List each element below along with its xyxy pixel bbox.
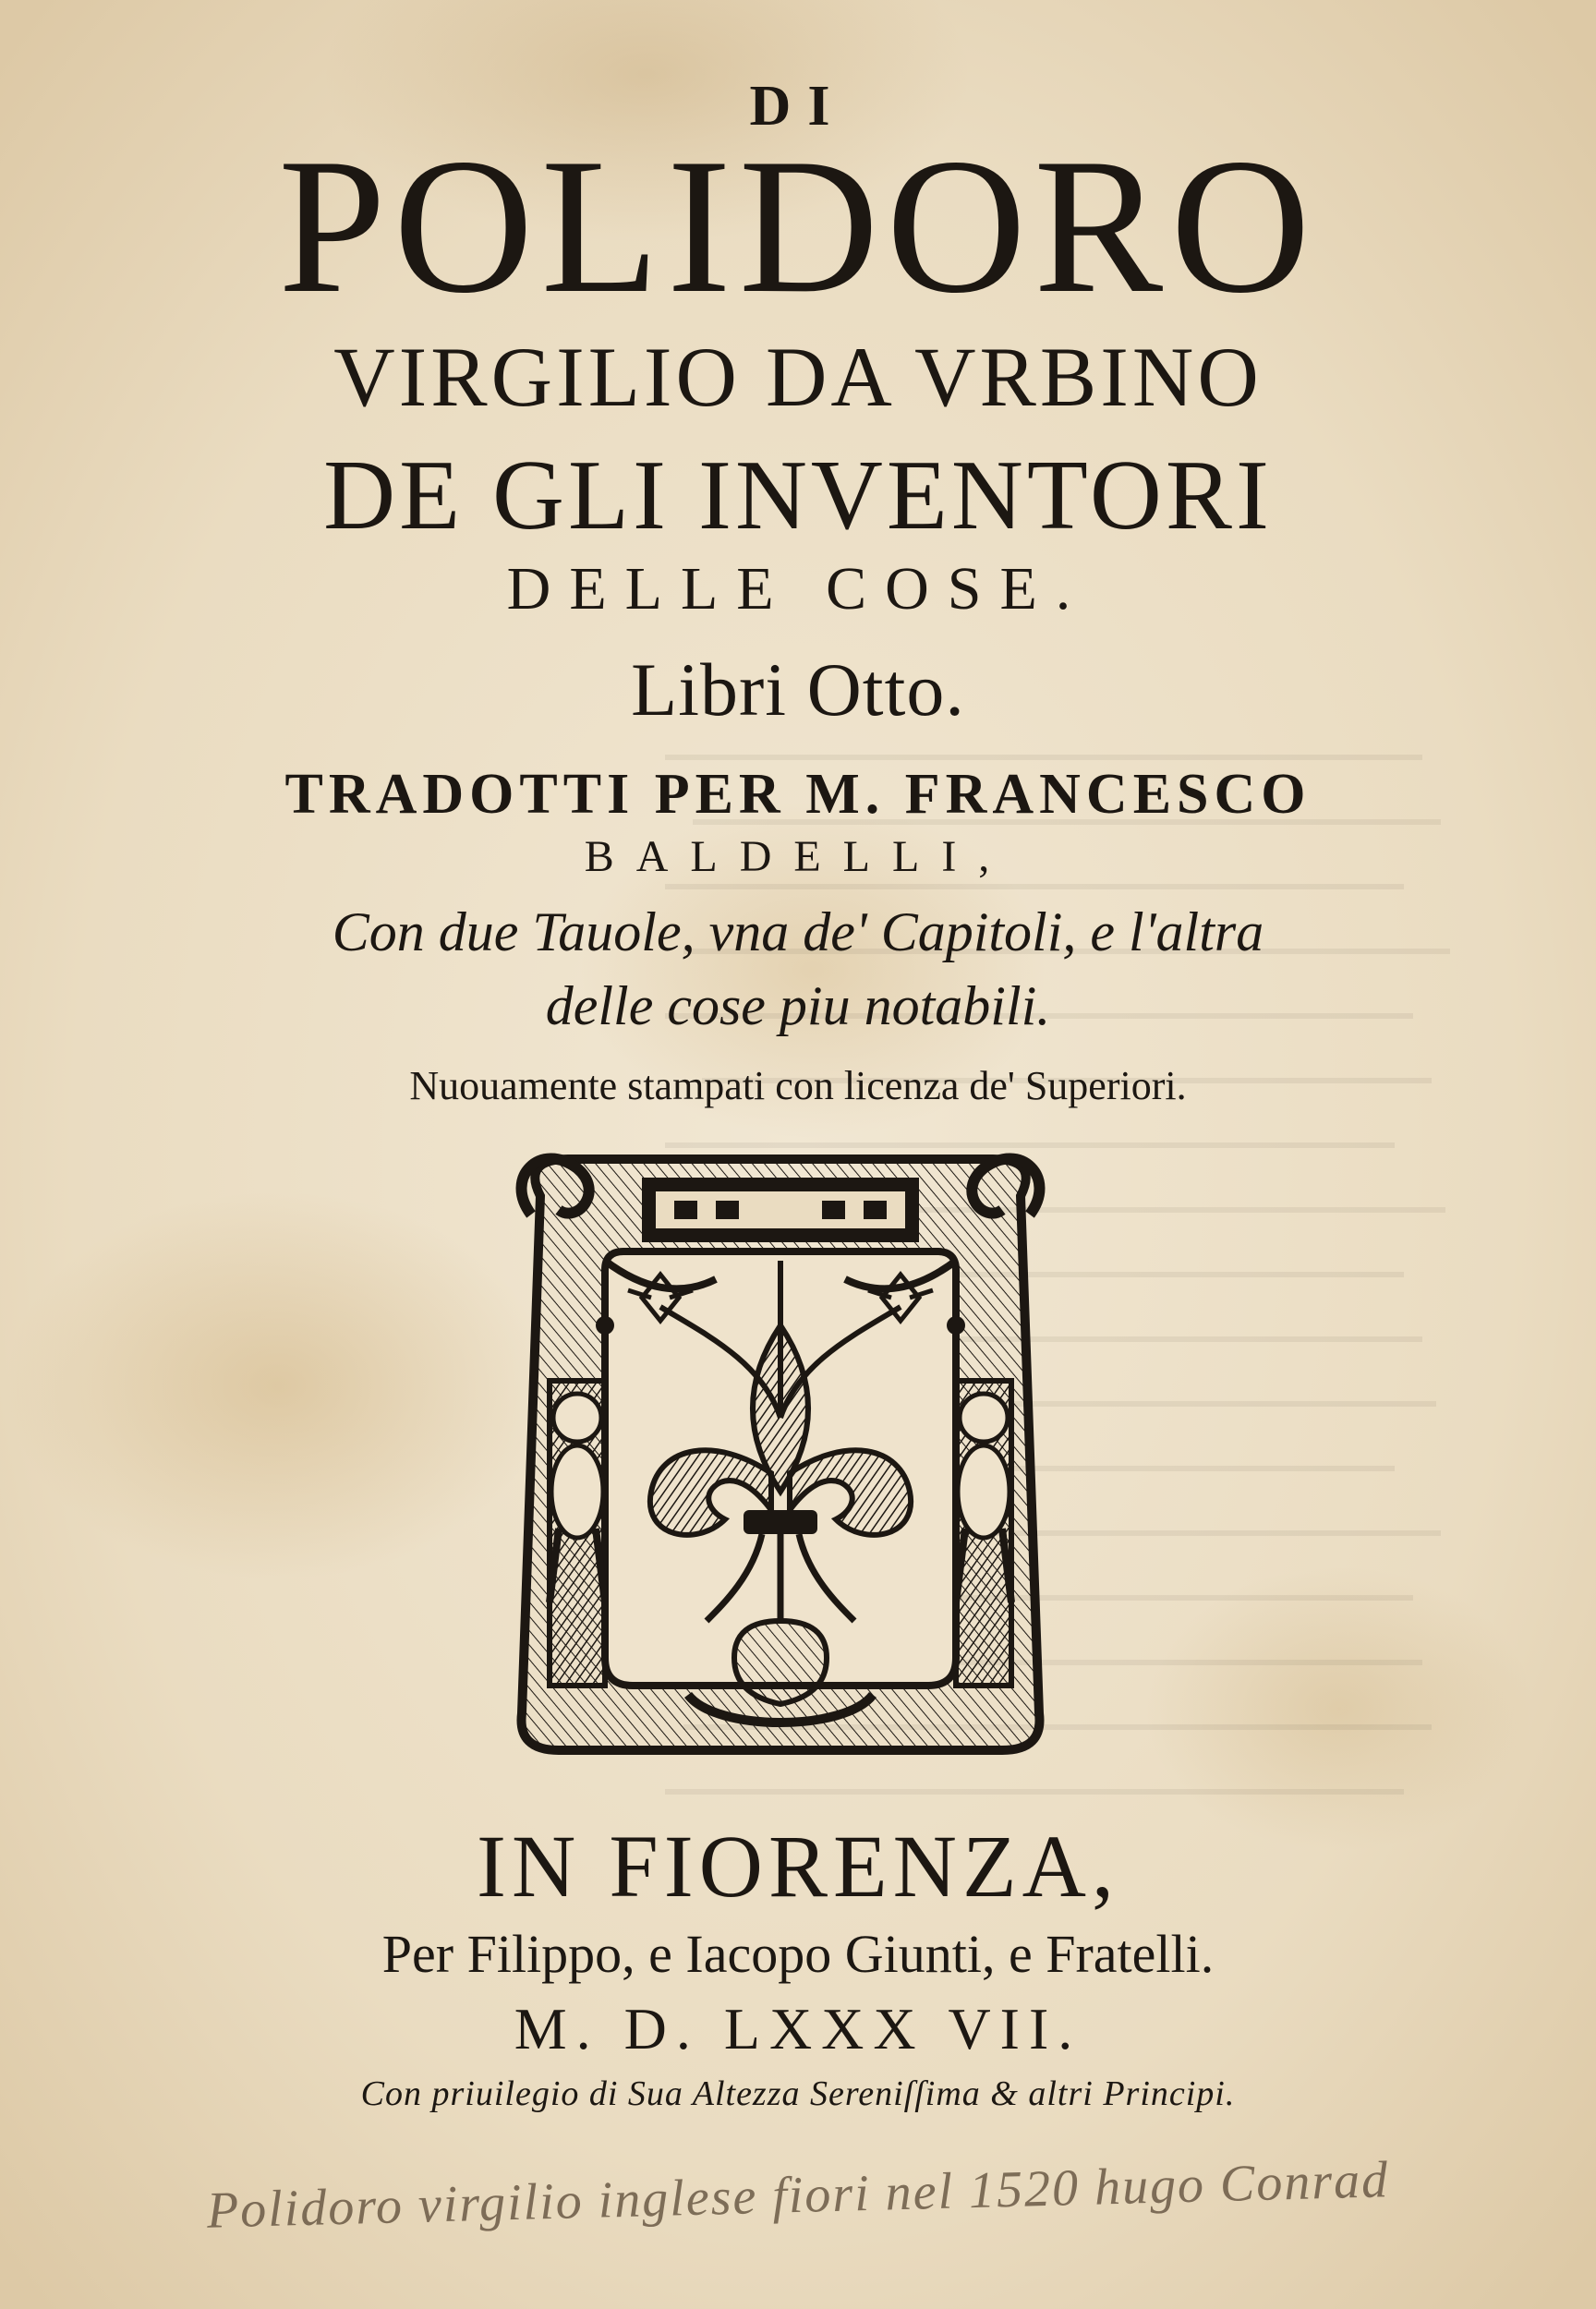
- fleur-de-lis-emblem-icon: [503, 1141, 1058, 1769]
- imprint-year: M. D. LXXX VII.: [514, 1996, 1082, 2061]
- imprint-printer: Per Filippo, e Iacopo Giunti, e Fratelli.: [381, 1924, 1215, 1984]
- author-heading: POLIDORO: [278, 119, 1318, 333]
- books-count: Libri Otto.: [631, 647, 965, 731]
- translator-surname: BALDELLI,: [584, 832, 1012, 881]
- tables-description-line1: Con due Tauole, vna de' Capitoli, e l'altra: [332, 901, 1264, 962]
- handwritten-annotation: Polidoro virgilio inglese fiori nel 1520 hugo Conrad: [206, 2151, 1390, 2240]
- author-origin: VIRGILIO DA VRBINO: [333, 330, 1263, 424]
- book-subtitle: DELLE COSE.: [506, 555, 1090, 623]
- license-note: Nuouamente stampati con licenza de' Superiori.: [409, 1063, 1187, 1108]
- imprint-city: IN FIORENZA,: [477, 1817, 1119, 1916]
- printer-device-woodcut: [503, 1141, 1058, 1769]
- tables-description-line2: delle cose piu notabili.: [545, 975, 1051, 1036]
- preposition-heading: DI: [749, 75, 847, 138]
- privilege-note: Con priuilegio di Sua Altezza Sereniſſima & altri Principi.: [360, 2074, 1236, 2113]
- book-title: DE GLI INVENTORI: [323, 441, 1273, 550]
- translator-line: TRADOTTI PER M. FRANCESCO: [284, 763, 1312, 826]
